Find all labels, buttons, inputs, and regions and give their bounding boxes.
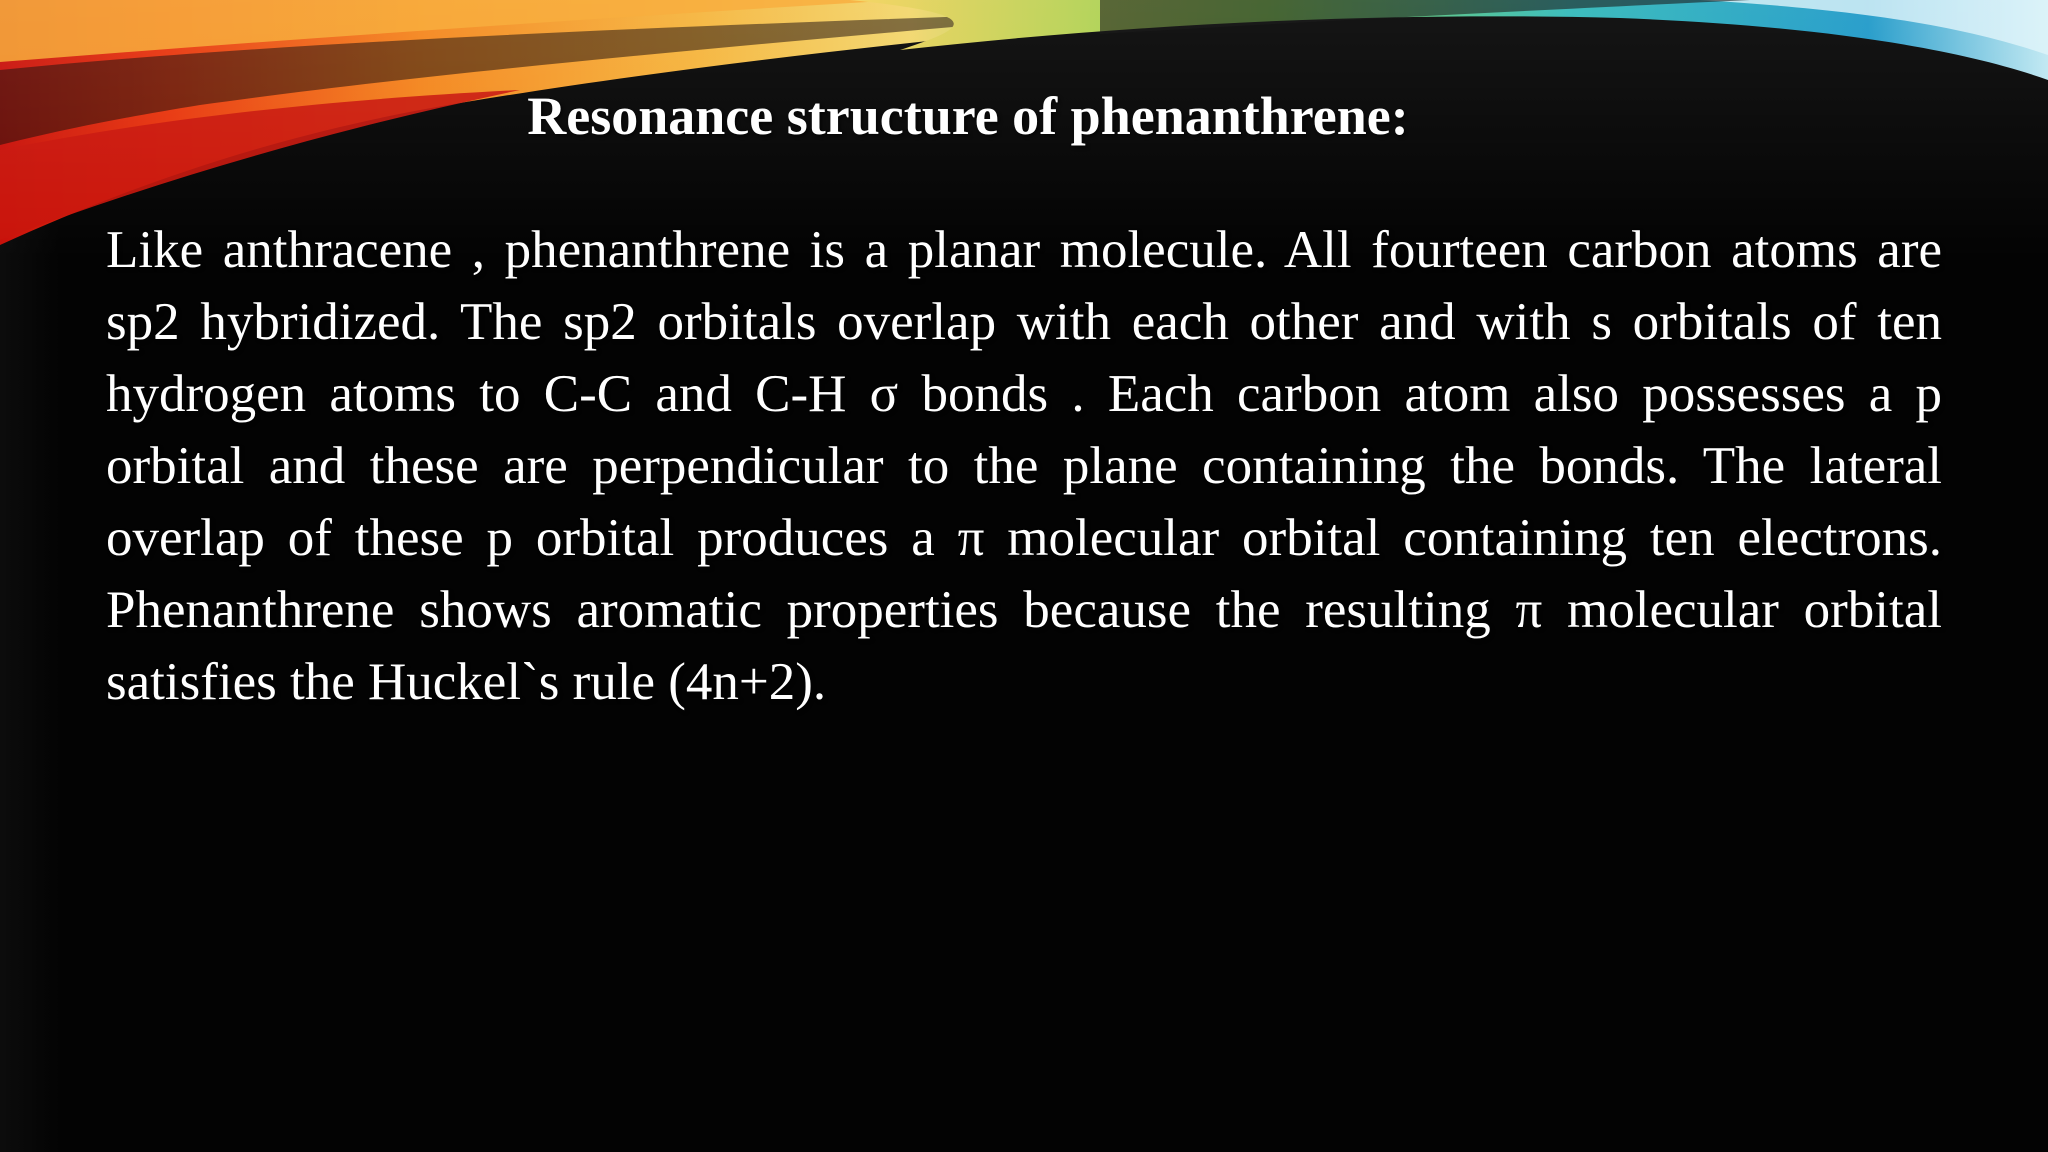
- slide-body-paragraph: Like anthracene , phenanthrene is a planar molecule. All fourteen carbon atoms are sp2 hybridized. The sp2 orbitals overlap with each other and with s orbitals of ten hydrogen atoms to C-C and C-H σ bonds . Each carbon atom also possesses a p orbital and these are perpendicular to the plane containing the bonds. The lateral overlap of these p orbital produces a π molecular orbital containing ten electrons. Phenanthrene shows aromatic properties because the resulting π molecular orbital satisfies the Huckel`s rule (4n+2).: [106, 221, 1942, 711]
- slide-title: Resonance structure of phenanthrene:: [527, 86, 1409, 146]
